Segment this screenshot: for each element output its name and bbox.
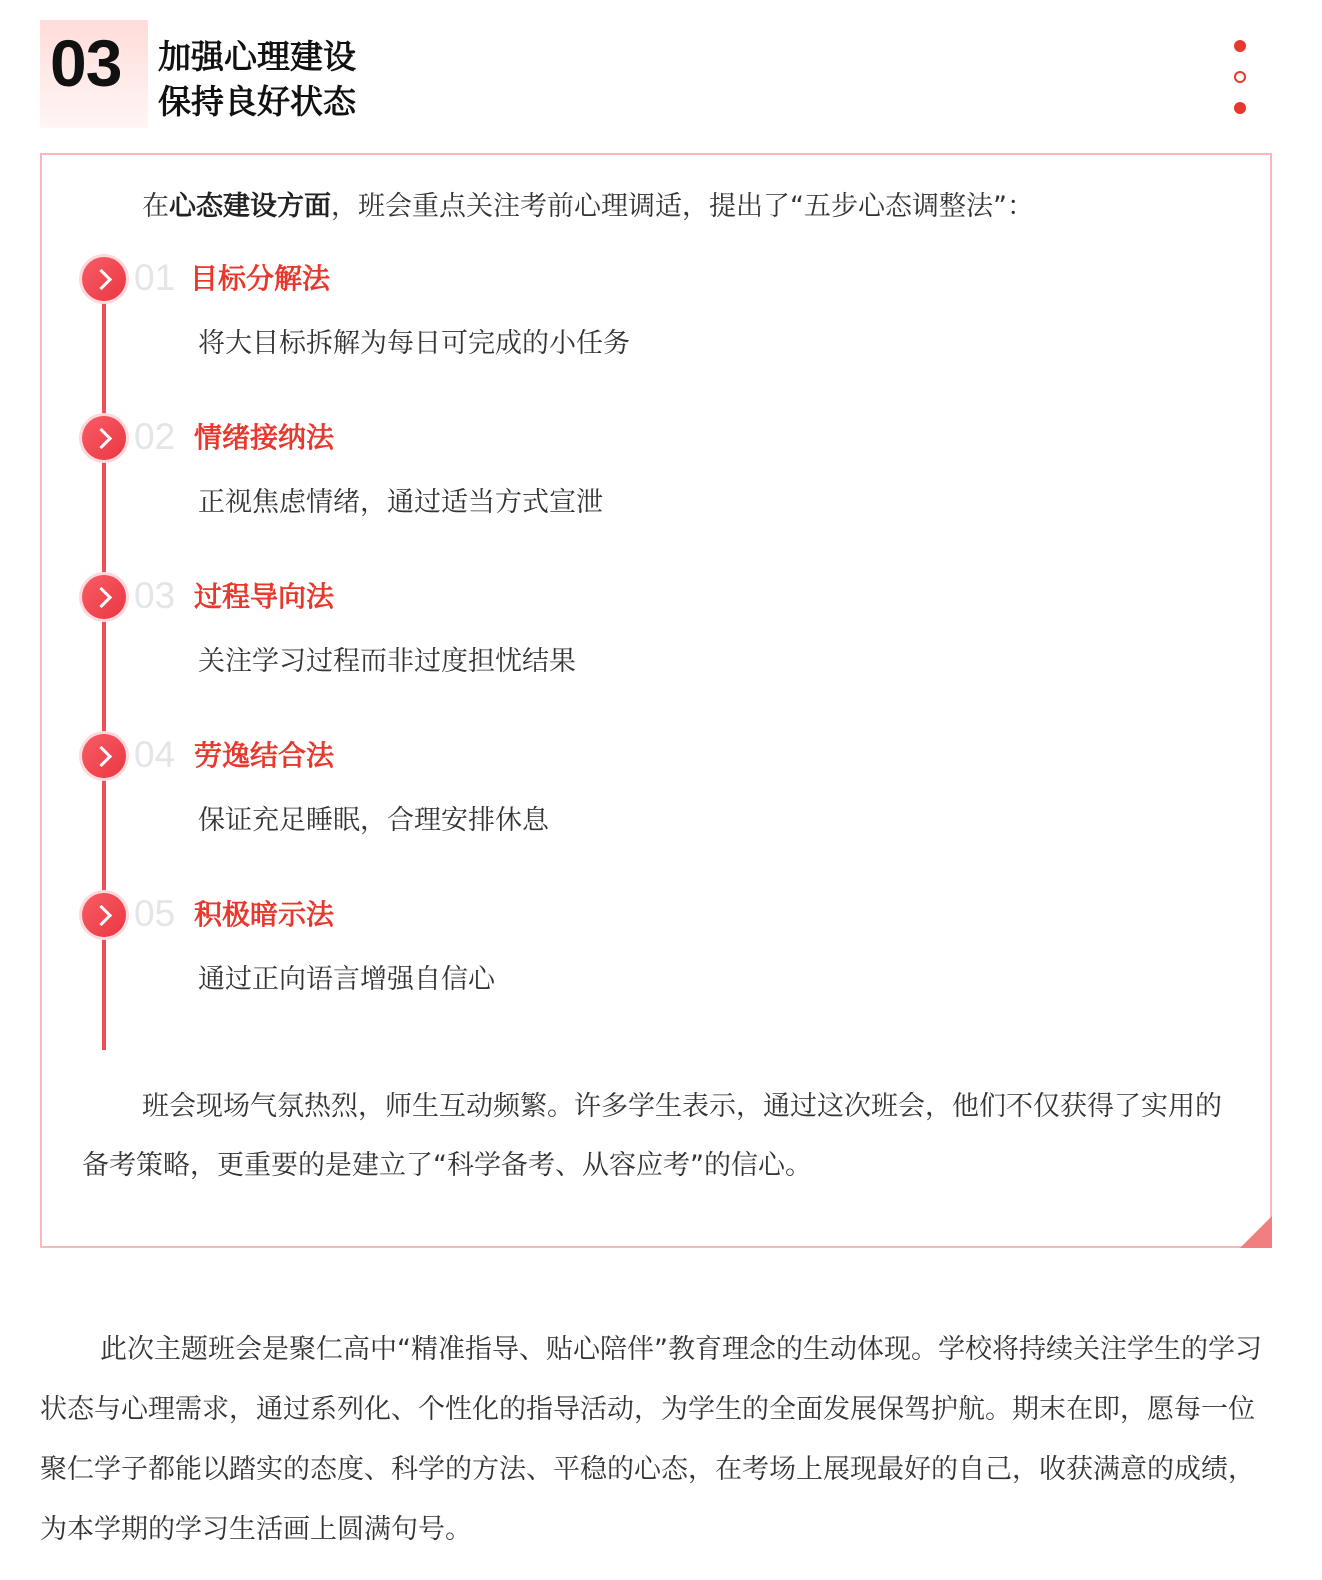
step-number: 04 [134,734,176,775]
step-item [82,734,1182,854]
step-number: 05 [134,893,176,934]
content-card [40,153,1272,1248]
section-number: 03 [50,26,122,100]
step-title: 积极暗示法 [194,898,335,931]
corner-fold-icon [1208,1216,1272,1248]
step-title: 劳逸结合法 [194,739,335,772]
step-item [82,575,1182,695]
step-number: 02 [134,416,176,457]
section-title-line1: 加强心理建设 [158,37,356,76]
card-closing-text: 班会现场气氛热烈，师生互动频繁。许多学生表示，通过这次班会，他们不仅获得了实用的备考策略，更重要的是建立了“科学备考、从容应考”的信心。 [82,1091,1222,1181]
chevron-right-icon [82,416,126,460]
section-title [158,34,356,124]
step-number: 03 [134,575,176,616]
chevron-right-icon [82,893,126,937]
step-description: 正视焦虑情绪，通过适当方式宣泄 [198,487,603,518]
step-title: 目标分解法 [190,262,331,295]
intro-suffix: ，班会重点关注考前心理调适，提出了“五步心态调整法”： [331,191,1034,222]
dot-filled-icon [1234,102,1246,114]
step-number: 01 [134,257,176,298]
chevron-right-icon [82,575,126,619]
chevron-right-icon [82,257,126,301]
step-description: 关注学习过程而非过度担忧结果 [198,646,576,677]
step-item [82,416,1182,536]
final-paragraph: 此次主题班会是聚仁高中“精准指导、贴心陪伴”教育理念的生动体现。学校将持续关注学生的学习状态与心理需求，通过系列化、个性化的指导活动，为学生的全面发展保驾护航。期末在即，愿每一位聚仁学子都能以踏实的态度、科学的方法、平稳的心态，在考场上展现最好的自己，收获满意的成绩，为本学期的学习生活画上圆满句号。 [40,1334,1262,1545]
step-title: 过程导向法 [194,580,335,613]
intro-prefix: 在 [142,191,169,222]
chevron-right-icon [82,734,126,778]
step-title: 情绪接纳法 [194,421,335,454]
section-title-line2: 保持良好状态 [158,82,356,121]
step-description: 通过正向语言增强自信心 [198,964,495,995]
intro-text [142,187,1034,227]
intro-highlight: 心态建设方面 [169,191,331,222]
step-description: 保证充足睡眠，合理安排休息 [198,805,549,836]
dot-filled-icon [1234,40,1246,52]
step-item [82,893,1182,1013]
section-header [40,20,1280,130]
decorative-dots-icon [1234,40,1248,133]
step-item [82,257,1182,377]
step-description: 将大目标拆解为每日可完成的小任务 [198,328,630,359]
dot-ring-icon [1234,71,1246,83]
section-number-box [40,20,148,128]
